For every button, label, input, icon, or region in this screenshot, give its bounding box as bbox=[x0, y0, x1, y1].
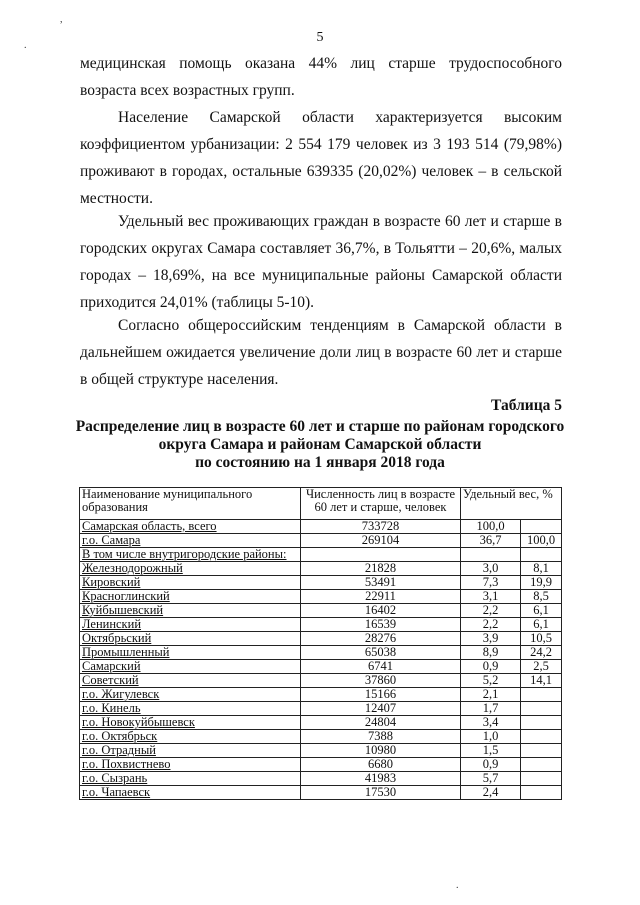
row-share-city bbox=[521, 520, 562, 534]
row-count: 733728 bbox=[301, 520, 461, 534]
row-share-city bbox=[521, 716, 562, 730]
row-share-total: 5,2 bbox=[461, 674, 521, 688]
row-name: Октябрьский bbox=[80, 632, 301, 646]
row-count: 16402 bbox=[301, 604, 461, 618]
row-share-city: 6,1 bbox=[521, 618, 562, 632]
table-row bbox=[80, 562, 562, 576]
row-count: 16539 bbox=[301, 618, 461, 632]
table-row bbox=[80, 534, 562, 548]
table-row bbox=[80, 730, 562, 744]
row-share-total: 0,9 bbox=[461, 758, 521, 772]
body-text bbox=[80, 50, 562, 104]
row-count: 7388 bbox=[301, 730, 461, 744]
table-title-line: округа Самара и районам Самарской области bbox=[158, 436, 482, 453]
row-name: Промышленный bbox=[80, 646, 301, 660]
row-share-city bbox=[521, 772, 562, 786]
population-table bbox=[79, 487, 562, 800]
row-count: 37860 bbox=[301, 674, 461, 688]
scan-mark: . bbox=[24, 40, 27, 51]
row-share-total: 0,9 bbox=[461, 660, 521, 674]
table-row bbox=[80, 548, 562, 562]
row-share-city: 10,5 bbox=[521, 632, 562, 646]
row-share-total: 3,0 bbox=[461, 562, 521, 576]
row-name: Железнодорожный bbox=[80, 562, 301, 576]
table-row bbox=[80, 702, 562, 716]
header-count: Численность лиц в возрасте 60 лет и старше, человек bbox=[301, 488, 461, 520]
row-name: Красноглинский bbox=[80, 590, 301, 604]
row-share-total: 2,2 bbox=[461, 618, 521, 632]
table-title bbox=[70, 418, 570, 472]
row-share-total bbox=[461, 548, 521, 562]
row-name: Самарская область, всего bbox=[80, 520, 301, 534]
row-share-total: 2,4 bbox=[461, 786, 521, 800]
row-share-city bbox=[521, 548, 562, 562]
row-share-city bbox=[521, 730, 562, 744]
row-share-city: 19,9 bbox=[521, 576, 562, 590]
row-count: 65038 bbox=[301, 646, 461, 660]
row-share-city bbox=[521, 758, 562, 772]
body-text bbox=[80, 312, 562, 393]
table-row bbox=[80, 604, 562, 618]
paragraph: медицинская помощь оказана 44% лиц старше трудоспособного возраста всех возрастных групп. bbox=[80, 55, 562, 99]
paragraph: Население Самарской области характеризуется высоким коэффициентом урбанизации: 2 554 179 человек из 3 193 514 (79,98%) проживают в городах, остальные 639335 (20,02%) человек – в сельской местности. bbox=[80, 109, 562, 207]
table-row bbox=[80, 786, 562, 800]
table-row bbox=[80, 772, 562, 786]
paragraph: Согласно общероссийским тенденциям в Самарской области в дальнейшем ожидается увеличение доли лиц в возрасте 60 лет и старше в общей структуре населения. bbox=[80, 317, 562, 388]
table-row bbox=[80, 632, 562, 646]
table-title-line: Распределение лиц в возрасте 60 лет и старше по районам городского bbox=[75, 418, 565, 435]
row-name: Советский bbox=[80, 674, 301, 688]
header-share: Удельный вес, % bbox=[461, 488, 562, 520]
row-share-total: 36,7 bbox=[461, 534, 521, 548]
row-count: 24804 bbox=[301, 716, 461, 730]
row-count: 17530 bbox=[301, 786, 461, 800]
row-share-city: 2,5 bbox=[521, 660, 562, 674]
table-row bbox=[80, 674, 562, 688]
row-count bbox=[301, 548, 461, 562]
row-name: В том числе внутригородские районы: bbox=[80, 548, 301, 562]
row-name: г.о. Кинель bbox=[80, 702, 301, 716]
row-share-city: 14,1 bbox=[521, 674, 562, 688]
row-share-total: 100,0 bbox=[461, 520, 521, 534]
row-count: 22911 bbox=[301, 590, 461, 604]
table-row bbox=[80, 716, 562, 730]
row-name: г.о. Октябрьск bbox=[80, 730, 301, 744]
page-number: 5 bbox=[316, 30, 324, 45]
row-name: г.о. Отрадный bbox=[80, 744, 301, 758]
row-name: Самарский bbox=[80, 660, 301, 674]
row-share-total: 1,7 bbox=[461, 702, 521, 716]
row-name: г.о. Новокуйбышевск bbox=[80, 716, 301, 730]
body-text bbox=[80, 104, 562, 212]
row-count: 21828 bbox=[301, 562, 461, 576]
scan-mark: , bbox=[60, 14, 63, 25]
row-count: 12407 bbox=[301, 702, 461, 716]
row-name: Куйбышевский bbox=[80, 604, 301, 618]
table-row bbox=[80, 576, 562, 590]
row-count: 269104 bbox=[301, 534, 461, 548]
row-count: 15166 bbox=[301, 688, 461, 702]
row-count: 6680 bbox=[301, 758, 461, 772]
row-name: г.о. Чапаевск bbox=[80, 786, 301, 800]
table-label: Таблица 5 bbox=[491, 397, 562, 414]
table-row bbox=[80, 590, 562, 604]
row-share-total: 1,5 bbox=[461, 744, 521, 758]
row-share-total: 3,4 bbox=[461, 716, 521, 730]
row-name: г.о. Самара bbox=[80, 534, 301, 548]
table-row bbox=[80, 646, 562, 660]
row-share-total: 1,0 bbox=[461, 730, 521, 744]
row-count: 41983 bbox=[301, 772, 461, 786]
row-share-total: 2,1 bbox=[461, 688, 521, 702]
table-title-line: по состоянию на 1 января 2018 года bbox=[195, 454, 445, 471]
row-name: г.о. Сызрань bbox=[80, 772, 301, 786]
row-share-city: 8,1 bbox=[521, 562, 562, 576]
row-name: Ленинский bbox=[80, 618, 301, 632]
body-text bbox=[80, 208, 562, 316]
table-row bbox=[80, 618, 562, 632]
row-share-city: 6,1 bbox=[521, 604, 562, 618]
row-count: 10980 bbox=[301, 744, 461, 758]
row-share-total: 8,9 bbox=[461, 646, 521, 660]
scan-mark: . bbox=[456, 880, 459, 891]
header-name: Наименование муниципального образования bbox=[80, 488, 301, 520]
table-row bbox=[80, 660, 562, 674]
row-share-city bbox=[521, 786, 562, 800]
row-count: 28276 bbox=[301, 632, 461, 646]
paragraph: Удельный вес проживающих граждан в возрасте 60 лет и старше в городских округах Самара составляет 36,7%, в Тольятти – 20,6%, малых городах – 18,69%, на все муниципальные районы Самарской области приходится 24,01% (таблицы 5-10). bbox=[80, 213, 562, 311]
row-share-total: 2,2 bbox=[461, 604, 521, 618]
table-row bbox=[80, 744, 562, 758]
table-row bbox=[80, 688, 562, 702]
row-share-city: 100,0 bbox=[521, 534, 562, 548]
table-header-row bbox=[80, 488, 562, 520]
row-share-city bbox=[521, 688, 562, 702]
table-row bbox=[80, 758, 562, 772]
row-share-city: 24,2 bbox=[521, 646, 562, 660]
row-name: Кировский bbox=[80, 576, 301, 590]
row-count: 6741 bbox=[301, 660, 461, 674]
row-share-city bbox=[521, 702, 562, 716]
table-row bbox=[80, 520, 562, 534]
row-share-total: 7,3 bbox=[461, 576, 521, 590]
row-name: г.о. Похвистнево bbox=[80, 758, 301, 772]
row-name: г.о. Жигулевск bbox=[80, 688, 301, 702]
row-count: 53491 bbox=[301, 576, 461, 590]
row-share-city bbox=[521, 744, 562, 758]
row-share-total: 3,9 bbox=[461, 632, 521, 646]
row-share-total: 3,1 bbox=[461, 590, 521, 604]
row-share-total: 5,7 bbox=[461, 772, 521, 786]
row-share-city: 8,5 bbox=[521, 590, 562, 604]
